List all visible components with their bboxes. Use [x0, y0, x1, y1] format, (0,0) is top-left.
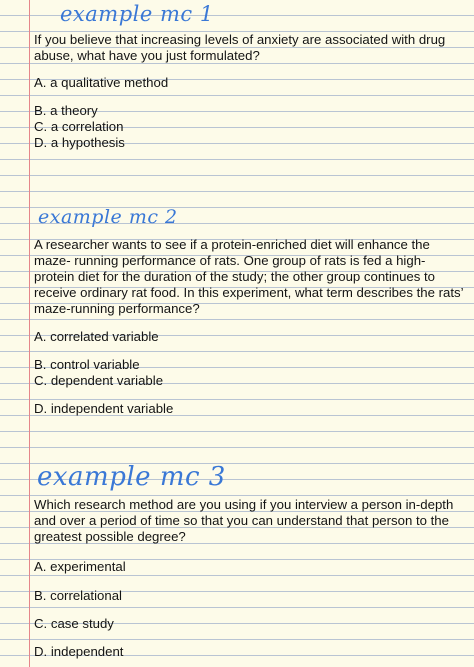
question-1-option-b: B. a theory	[34, 103, 98, 118]
question-3-option-a: A. experimental	[34, 559, 126, 574]
question-2-option-d: D. independent variable	[34, 401, 174, 416]
question-2-option-c: C. dependent variable	[34, 373, 164, 388]
question-1-option-a: A. a qualitative method	[34, 75, 169, 90]
question-3-text: Which research method are you using if you interview a person in-depth and over a period of time so that you can understand that person to the greatest possible degree?	[34, 497, 454, 544]
question-3-option-b: B. correlational	[34, 588, 122, 603]
question-2-option-b: B. control variable	[34, 357, 140, 372]
question-1-heading: example mc 1	[60, 2, 214, 26]
question-2-heading: example mc 2	[38, 206, 178, 228]
question-2-option-a: A. correlated variable	[34, 329, 159, 344]
question-3-option-d: D. independent	[34, 644, 124, 659]
question-3-heading: example mc 3	[37, 462, 226, 492]
question-1-option-c: C. a correlation	[34, 119, 124, 134]
question-1-option-d: D. a hypothesis	[34, 135, 125, 150]
question-1-text: If you believe that increasing levels of anxiety are associated with drug abuse, what have you just formulated?	[34, 32, 446, 63]
notebook-margin-line	[29, 0, 30, 667]
question-2-text: A researcher wants to see if a protein-enriched diet will enhance the maze- running performance of rats. One group of rats is fed a high-protein diet for the duration of the study; the other group continues to receive ordinary rat food. In this experiment, what term describes the rats’ maze-running performance?	[34, 237, 464, 316]
question-3-option-c: C. case study	[34, 616, 114, 631]
